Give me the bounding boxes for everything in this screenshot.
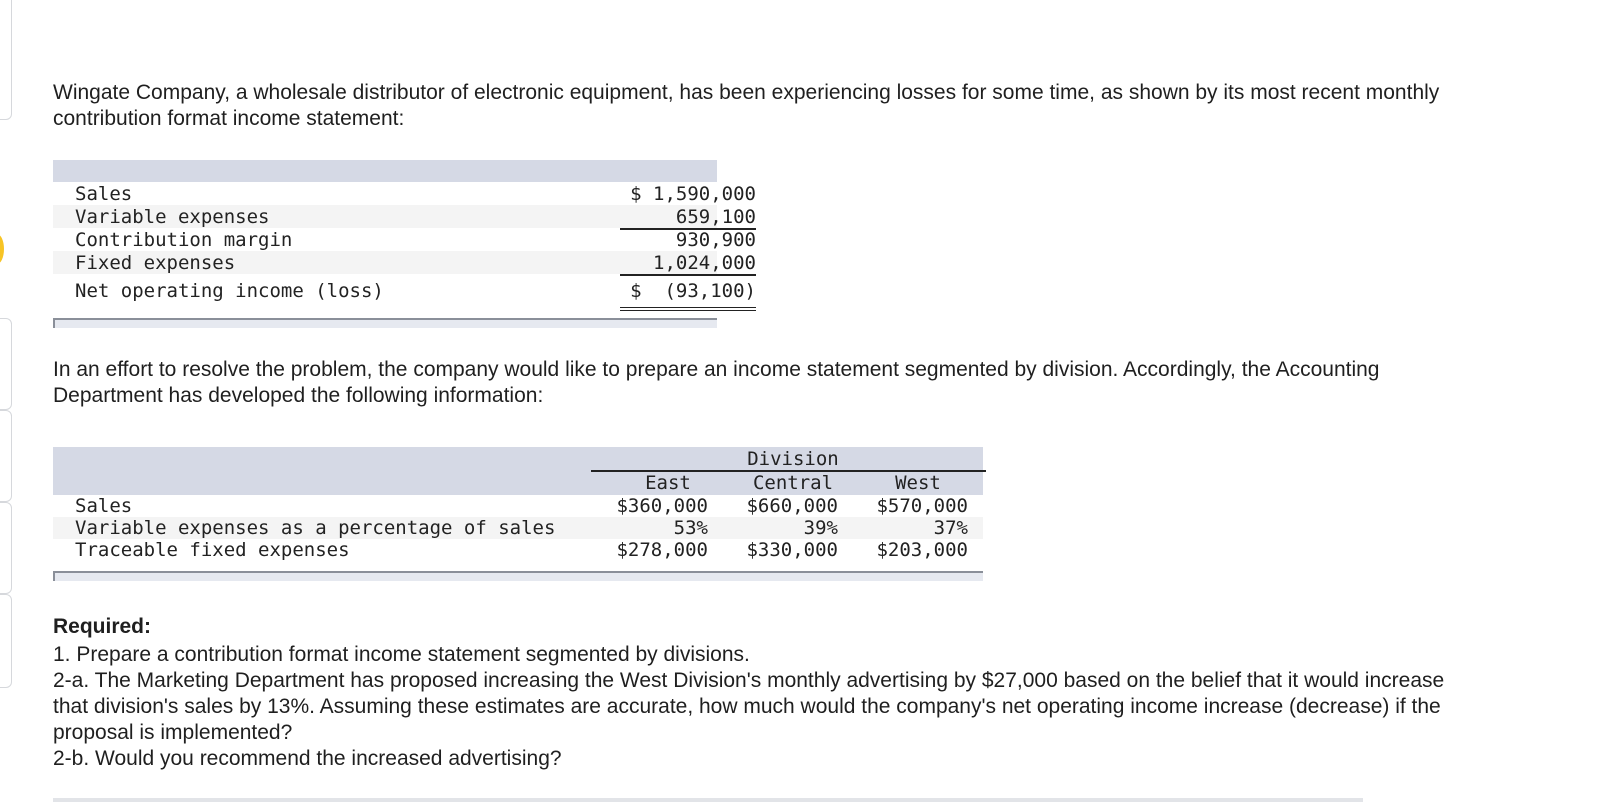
column-header-east: East	[645, 472, 691, 494]
required-item: 2-a. The Marketing Department has proposed increasing the West Division's monthly advertising by $27,000 based on the belief that it would increase that division's sales by 13%. Assuming these estimates are accurate, how much would the company's net operating income increase (decrease) if the proposal is implemented?	[53, 669, 1445, 744]
cell-west: $570,000	[876, 495, 968, 517]
left-panel-edge	[0, 318, 12, 410]
table-row	[53, 274, 756, 306]
division-header: Division	[747, 448, 839, 470]
required-item: 2-b. Would you recommend the increased advertising?	[53, 747, 562, 770]
table-row	[53, 182, 756, 205]
table-row	[53, 495, 983, 517]
cell-west: $203,000	[876, 539, 968, 561]
row-label: Fixed expenses	[75, 252, 236, 274]
left-indicator-dot	[0, 234, 4, 264]
row-value: 659,100	[620, 206, 756, 230]
table-row	[53, 539, 983, 561]
table-row	[53, 228, 756, 251]
row-label: Sales	[75, 183, 133, 205]
left-panel-edge	[0, 502, 12, 594]
table-row	[53, 517, 983, 539]
required-item: 1. Prepare a contribution format income statement segmented by divisions.	[53, 643, 750, 666]
row-label: Contribution margin	[75, 229, 293, 251]
cell-west: 37%	[933, 517, 968, 539]
row-label: Net operating income (loss)	[75, 280, 384, 302]
required-heading: Required:	[53, 615, 152, 638]
row-label: Variable expenses	[75, 206, 270, 228]
table-header-band	[53, 447, 983, 495]
row-label: Variable expenses as a percentage of sales	[75, 517, 556, 539]
middle-paragraph: In an effort to resolve the problem, the company would like to prepare an income statement segmented by division. Accordingly, the Accounting Department has developed the following information:	[53, 358, 1380, 407]
bottom-divider	[53, 798, 1363, 802]
row-value: 1,024,000	[620, 252, 756, 276]
table-row	[53, 251, 756, 274]
row-label: Traceable fixed expenses	[75, 539, 350, 561]
column-header-central: Central	[752, 472, 834, 494]
table-header-band	[53, 160, 717, 182]
left-panel-edge	[0, 0, 12, 120]
table-row	[53, 205, 756, 228]
cell-east: $360,000	[616, 495, 708, 517]
cell-central: $660,000	[746, 495, 838, 517]
required-section	[53, 614, 1483, 772]
intro-paragraph: Wingate Company, a wholesale distributor of electronic equipment, has been experiencing losses for some time, as shown by its most recent monthly contribution format income statement:	[53, 81, 1440, 130]
cell-central: $330,000	[746, 539, 838, 561]
row-value: 930,900	[675, 229, 756, 251]
row-value: $ (93,100)	[620, 280, 756, 311]
cell-central: 39%	[803, 517, 838, 539]
income-statement-table	[53, 160, 756, 328]
cell-east: $278,000	[616, 539, 708, 561]
row-label: Sales	[75, 495, 133, 517]
table-footer-band	[53, 318, 717, 328]
division-table	[53, 447, 983, 581]
column-header-west: West	[895, 472, 941, 494]
table-footer-band	[53, 571, 983, 581]
left-panel-edge	[0, 594, 12, 688]
cell-east: 53%	[673, 517, 708, 539]
left-panel-edge	[0, 410, 12, 502]
row-value: $ 1,590,000	[630, 183, 756, 205]
